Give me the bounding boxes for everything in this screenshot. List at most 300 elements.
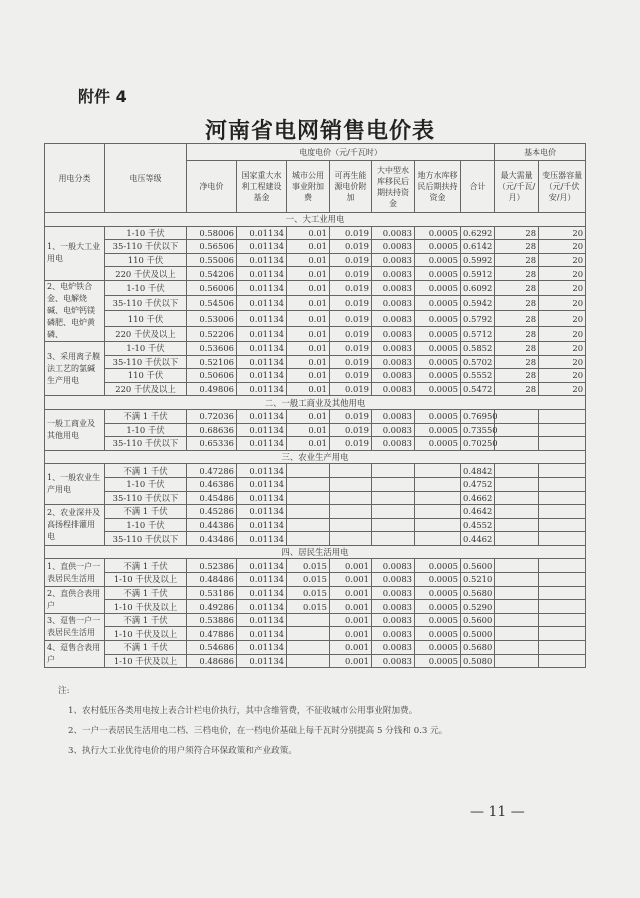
total-cell: 0.5992 — [461, 253, 495, 267]
local-reservoir-cell: 0.0005 — [415, 654, 461, 668]
local-reservoir-cell: 0.0005 — [415, 296, 461, 311]
city-surcharge-cell: 0.01 — [287, 326, 330, 341]
table-row — [45, 505, 586, 519]
table-row — [45, 423, 586, 437]
notes — [58, 684, 447, 764]
large-reservoir-cell: 0.0083 — [372, 341, 415, 355]
large-reservoir-cell: 0.0083 — [372, 296, 415, 311]
renewable-cell: 0.001 — [330, 627, 372, 641]
max-demand-cell — [495, 654, 539, 668]
net-price-cell: 0.56506 — [187, 240, 237, 254]
section-row — [45, 396, 586, 410]
water-fund-cell: 0.01134 — [237, 627, 287, 641]
transformer-cell — [539, 627, 586, 641]
net-price-cell: 0.52206 — [187, 326, 237, 341]
max-demand-cell — [495, 409, 539, 423]
transformer-cell: 20 — [539, 226, 586, 240]
renewable-cell: 0.019 — [330, 382, 372, 396]
net-price-cell: 0.58006 — [187, 226, 237, 240]
water-fund-cell: 0.01134 — [237, 491, 287, 505]
total-cell: 0.5600 — [461, 559, 495, 573]
header-transformer: 变压器容量（元/千伏安/月） — [539, 161, 586, 213]
local-reservoir-cell: 0.0005 — [415, 613, 461, 627]
max-demand-cell — [495, 627, 539, 641]
total-cell: 0.6292 — [461, 226, 495, 240]
table-row — [45, 464, 586, 478]
large-reservoir-cell: 0.0083 — [372, 559, 415, 573]
transformer-cell — [539, 477, 586, 491]
city-surcharge-cell: 0.015 — [287, 586, 330, 600]
city-surcharge-cell — [287, 477, 330, 491]
local-reservoir-cell: 0.0005 — [415, 240, 461, 254]
table-row — [45, 559, 586, 573]
max-demand-cell: 28 — [495, 226, 539, 240]
water-fund-cell: 0.01134 — [237, 423, 287, 437]
total-cell: 0.5712 — [461, 326, 495, 341]
renewable-cell: 0.019 — [330, 226, 372, 240]
table-row — [45, 586, 586, 600]
table-row — [45, 532, 586, 546]
large-reservoir-cell: 0.0083 — [372, 409, 415, 423]
transformer-cell — [539, 573, 586, 587]
water-fund-cell: 0.01134 — [237, 267, 287, 281]
large-reservoir-cell: 0.0083 — [372, 326, 415, 341]
net-price-cell: 0.54206 — [187, 267, 237, 281]
city-surcharge-cell: 0.01 — [287, 355, 330, 369]
total-cell: 0.5080 — [461, 654, 495, 668]
header-basic-price: 基本电价 — [495, 144, 586, 161]
net-price-cell: 0.52386 — [187, 559, 237, 573]
large-reservoir-cell: 0.0083 — [372, 641, 415, 655]
large-reservoir-cell: 0.0083 — [372, 627, 415, 641]
header-water-fund: 国家重大水利工程建设基金 — [237, 161, 287, 213]
water-fund-cell: 0.01134 — [237, 341, 287, 355]
transformer-cell: 20 — [539, 326, 586, 341]
city-surcharge-cell: 0.01 — [287, 437, 330, 451]
large-reservoir-cell: 0.0083 — [372, 355, 415, 369]
voltage-cell: 220 千伏及以上 — [105, 326, 187, 341]
renewable-cell: 0.019 — [330, 409, 372, 423]
large-reservoir-cell: 0.0083 — [372, 437, 415, 451]
voltage-cell: 35-110 千伏以下 — [105, 240, 187, 254]
net-price-cell: 0.47286 — [187, 464, 237, 478]
total-cell: 0.4462 — [461, 532, 495, 546]
large-reservoir-cell — [372, 491, 415, 505]
net-price-cell: 0.54506 — [187, 296, 237, 311]
voltage-cell: 不满 1 千伏 — [105, 409, 187, 423]
max-demand-cell — [495, 600, 539, 614]
table-row — [45, 382, 586, 396]
table-row — [45, 369, 586, 383]
note-2: 2、一户一表居民生活用电二档、三档电价，在一档电价基础上每千瓦时分别提高 5 分钱和 0.3 元。 — [68, 726, 448, 736]
voltage-cell: 220 千伏及以上 — [105, 267, 187, 281]
water-fund-cell: 0.01134 — [237, 280, 287, 295]
water-fund-cell: 0.01134 — [237, 296, 287, 311]
voltage-cell: 35-110 千伏以下 — [105, 532, 187, 546]
table-row — [45, 226, 586, 240]
local-reservoir-cell: 0.0005 — [415, 409, 461, 423]
large-reservoir-cell — [372, 518, 415, 532]
water-fund-cell: 0.01134 — [237, 586, 287, 600]
max-demand-cell: 28 — [495, 253, 539, 267]
max-demand-cell: 28 — [495, 355, 539, 369]
table-row — [45, 240, 586, 254]
local-reservoir-cell: 0.0005 — [415, 326, 461, 341]
total-cell: 0.5792 — [461, 311, 495, 326]
local-reservoir-cell: 0.0005 — [415, 641, 461, 655]
water-fund-cell: 0.01134 — [237, 355, 287, 369]
city-surcharge-cell — [287, 491, 330, 505]
water-fund-cell: 0.01134 — [237, 532, 287, 546]
renewable-cell: 0.019 — [330, 437, 372, 451]
water-fund-cell: 0.01134 — [237, 600, 287, 614]
city-surcharge-cell — [287, 505, 330, 519]
water-fund-cell: 0.01134 — [237, 326, 287, 341]
large-reservoir-cell: 0.0083 — [372, 226, 415, 240]
large-reservoir-cell — [372, 505, 415, 519]
large-reservoir-cell: 0.0083 — [372, 423, 415, 437]
water-fund-cell: 0.01134 — [237, 369, 287, 383]
local-reservoir-cell: 0.0005 — [415, 573, 461, 587]
net-price-cell: 0.68636 — [187, 423, 237, 437]
transformer-cell — [539, 613, 586, 627]
water-fund-cell: 0.01134 — [237, 311, 287, 326]
header-local-reservoir: 地方水库移民后期扶持资金 — [415, 161, 461, 213]
total-cell: 0.5852 — [461, 341, 495, 355]
large-reservoir-cell: 0.0083 — [372, 240, 415, 254]
total-cell: 0.5680 — [461, 641, 495, 655]
water-fund-cell: 0.01134 — [237, 253, 287, 267]
voltage-cell: 不满 1 千伏 — [105, 613, 187, 627]
local-reservoir-cell: 0.0005 — [415, 341, 461, 355]
net-price-cell: 0.65336 — [187, 437, 237, 451]
local-reservoir-cell: 0.0005 — [415, 586, 461, 600]
city-surcharge-cell: 0.015 — [287, 559, 330, 573]
section-title: 二、一般工商业及其他用电 — [45, 396, 586, 410]
voltage-cell: 110 千伏 — [105, 311, 187, 326]
renewable-cell: 0.019 — [330, 267, 372, 281]
table-row — [45, 627, 586, 641]
category-cell: 4、趸售合表用户 — [45, 641, 105, 668]
renewable-cell: 0.019 — [330, 369, 372, 383]
note-3: 3、执行大工业优待电价的用户须符合环保政策和产业政策。 — [68, 746, 297, 756]
water-fund-cell: 0.01134 — [237, 654, 287, 668]
total-cell: 0.5552 — [461, 369, 495, 383]
transformer-cell: 20 — [539, 341, 586, 355]
large-reservoir-cell: 0.0083 — [372, 311, 415, 326]
transformer-cell — [539, 559, 586, 573]
net-price-cell: 0.53886 — [187, 613, 237, 627]
electricity-price-table — [44, 143, 586, 668]
max-demand-cell — [495, 573, 539, 587]
local-reservoir-cell: 0.0005 — [415, 559, 461, 573]
transformer-cell — [539, 491, 586, 505]
transformer-cell — [539, 464, 586, 478]
local-reservoir-cell — [415, 464, 461, 478]
total-cell: 0.5000 — [461, 627, 495, 641]
header-city-surcharge: 城市公用事业附加费 — [287, 161, 330, 213]
city-surcharge-cell: 0.01 — [287, 409, 330, 423]
total-cell: 0.6092 — [461, 280, 495, 295]
total-cell: 0.4552 — [461, 518, 495, 532]
city-surcharge-cell: 0.01 — [287, 369, 330, 383]
renewable-cell: 0.019 — [330, 253, 372, 267]
transformer-cell: 20 — [539, 240, 586, 254]
transformer-cell — [539, 518, 586, 532]
net-price-cell: 0.47886 — [187, 627, 237, 641]
transformer-cell — [539, 654, 586, 668]
voltage-cell: 1-10 千伏及以上 — [105, 627, 187, 641]
local-reservoir-cell — [415, 518, 461, 532]
section-row — [45, 545, 586, 559]
local-reservoir-cell: 0.0005 — [415, 267, 461, 281]
voltage-cell: 220 千伏及以上 — [105, 382, 187, 396]
renewable-cell: 0.019 — [330, 311, 372, 326]
category-cell: 1、一般农业生产用电 — [45, 464, 105, 505]
max-demand-cell — [495, 437, 539, 451]
net-price-cell: 0.55006 — [187, 253, 237, 267]
city-surcharge-cell — [287, 518, 330, 532]
total-cell: 0.4642 — [461, 505, 495, 519]
local-reservoir-cell — [415, 491, 461, 505]
max-demand-cell: 28 — [495, 369, 539, 383]
local-reservoir-cell: 0.0005 — [415, 280, 461, 295]
large-reservoir-cell: 0.0083 — [372, 280, 415, 295]
max-demand-cell — [495, 532, 539, 546]
city-surcharge-cell — [287, 532, 330, 546]
total-cell: 0.73550 — [461, 423, 495, 437]
city-surcharge-cell — [287, 654, 330, 668]
water-fund-cell: 0.01134 — [237, 505, 287, 519]
table-row — [45, 409, 586, 423]
table-row — [45, 311, 586, 326]
header-voltage: 电压等级 — [105, 144, 187, 213]
renewable-cell — [330, 505, 372, 519]
city-surcharge-cell: 0.01 — [287, 267, 330, 281]
table-body — [45, 213, 586, 668]
annex-label: 附件 4 — [78, 87, 127, 106]
renewable-cell: 0.019 — [330, 326, 372, 341]
voltage-cell: 1-10 千伏及以上 — [105, 573, 187, 587]
large-reservoir-cell: 0.0083 — [372, 573, 415, 587]
local-reservoir-cell: 0.0005 — [415, 382, 461, 396]
transformer-cell: 20 — [539, 311, 586, 326]
local-reservoir-cell: 0.0005 — [415, 311, 461, 326]
header-net: 净电价 — [187, 161, 237, 213]
section-title: 一、大工业用电 — [45, 213, 586, 227]
transformer-cell — [539, 586, 586, 600]
net-price-cell: 0.46386 — [187, 477, 237, 491]
renewable-cell: 0.019 — [330, 423, 372, 437]
category-cell: 1、一般大工业用电 — [45, 226, 105, 280]
transformer-cell: 20 — [539, 369, 586, 383]
max-demand-cell: 28 — [495, 311, 539, 326]
voltage-cell: 1-10 千伏 — [105, 477, 187, 491]
transformer-cell: 20 — [539, 382, 586, 396]
water-fund-cell: 0.01134 — [237, 573, 287, 587]
table-row — [45, 326, 586, 341]
renewable-cell — [330, 532, 372, 546]
net-price-cell: 0.44386 — [187, 518, 237, 532]
water-fund-cell: 0.01134 — [237, 464, 287, 478]
renewable-cell: 0.001 — [330, 613, 372, 627]
total-cell: 0.5600 — [461, 613, 495, 627]
voltage-cell: 1-10 千伏及以上 — [105, 654, 187, 668]
large-reservoir-cell: 0.0083 — [372, 382, 415, 396]
max-demand-cell — [495, 641, 539, 655]
transformer-cell — [539, 600, 586, 614]
total-cell: 0.5210 — [461, 573, 495, 587]
total-cell: 0.5472 — [461, 382, 495, 396]
water-fund-cell: 0.01134 — [237, 641, 287, 655]
net-price-cell: 0.45286 — [187, 505, 237, 519]
max-demand-cell: 28 — [495, 240, 539, 254]
total-cell: 0.4662 — [461, 491, 495, 505]
net-price-cell: 0.52106 — [187, 355, 237, 369]
section-row — [45, 450, 586, 464]
city-surcharge-cell: 0.01 — [287, 253, 330, 267]
table-row — [45, 267, 586, 281]
large-reservoir-cell: 0.0083 — [372, 613, 415, 627]
table-row — [45, 253, 586, 267]
category-cell: 3、采用离子膜法工艺的氯碱生产用电 — [45, 341, 105, 395]
table-row — [45, 437, 586, 451]
max-demand-cell — [495, 505, 539, 519]
table-row — [45, 491, 586, 505]
header-max-demand: 最大需量（元/千瓦/月） — [495, 161, 539, 213]
table-row — [45, 280, 586, 295]
renewable-cell — [330, 464, 372, 478]
transformer-cell: 20 — [539, 355, 586, 369]
category-cell: 2、直供合表用户 — [45, 586, 105, 613]
net-price-cell: 0.56006 — [187, 280, 237, 295]
renewable-cell: 0.019 — [330, 355, 372, 369]
header-large-reservoir: 大中型水库移民后期扶持资金 — [372, 161, 415, 213]
voltage-cell: 1-10 千伏 — [105, 518, 187, 532]
voltage-cell: 35-110 千伏以下 — [105, 355, 187, 369]
local-reservoir-cell: 0.0005 — [415, 355, 461, 369]
water-fund-cell: 0.01134 — [237, 518, 287, 532]
net-price-cell: 0.45486 — [187, 491, 237, 505]
local-reservoir-cell — [415, 505, 461, 519]
water-fund-cell: 0.01134 — [237, 477, 287, 491]
total-cell: 0.5680 — [461, 586, 495, 600]
total-cell: 0.5912 — [461, 267, 495, 281]
table-row — [45, 654, 586, 668]
renewable-cell: 0.019 — [330, 341, 372, 355]
section-row — [45, 213, 586, 227]
renewable-cell: 0.001 — [330, 600, 372, 614]
table-row — [45, 573, 586, 587]
table-row — [45, 518, 586, 532]
voltage-cell: 不满 1 千伏 — [105, 641, 187, 655]
max-demand-cell — [495, 559, 539, 573]
header-energy-price: 电度电价（元/千瓦时） — [187, 144, 495, 161]
category-cell: 2、电炉铁合金、电解烧碱、电炉钙镁磷肥、电炉黄磷、 — [45, 280, 105, 341]
water-fund-cell: 0.01134 — [237, 559, 287, 573]
renewable-cell: 0.001 — [330, 573, 372, 587]
table-row — [45, 341, 586, 355]
city-surcharge-cell: 0.01 — [287, 226, 330, 240]
voltage-cell: 1-10 千伏 — [105, 226, 187, 240]
local-reservoir-cell: 0.0005 — [415, 627, 461, 641]
max-demand-cell — [495, 464, 539, 478]
renewable-cell: 0.001 — [330, 559, 372, 573]
transformer-cell — [539, 409, 586, 423]
max-demand-cell: 28 — [495, 382, 539, 396]
net-price-cell: 0.72036 — [187, 409, 237, 423]
local-reservoir-cell — [415, 477, 461, 491]
city-surcharge-cell — [287, 464, 330, 478]
category-cell: 一般工商业及其他用电 — [45, 409, 105, 450]
net-price-cell: 0.53186 — [187, 586, 237, 600]
notes-label: 注: — [58, 686, 70, 696]
city-surcharge-cell — [287, 627, 330, 641]
max-demand-cell: 28 — [495, 296, 539, 311]
city-surcharge-cell: 0.01 — [287, 382, 330, 396]
total-cell: 0.4752 — [461, 477, 495, 491]
renewable-cell: 0.019 — [330, 280, 372, 295]
net-price-cell: 0.53606 — [187, 341, 237, 355]
city-surcharge-cell: 0.015 — [287, 600, 330, 614]
large-reservoir-cell: 0.0083 — [372, 654, 415, 668]
category-cell: 1、直供一户一表居民生活用 — [45, 559, 105, 586]
total-cell: 0.5702 — [461, 355, 495, 369]
transformer-cell: 20 — [539, 253, 586, 267]
max-demand-cell: 28 — [495, 280, 539, 295]
city-surcharge-cell: 0.01 — [287, 311, 330, 326]
max-demand-cell — [495, 491, 539, 505]
document-title: 河南省电网销售电价表 — [204, 118, 435, 144]
table-row — [45, 477, 586, 491]
voltage-cell: 1-10 千伏 — [105, 341, 187, 355]
table-row — [45, 613, 586, 627]
total-cell: 0.5942 — [461, 296, 495, 311]
city-surcharge-cell — [287, 641, 330, 655]
renewable-cell: 0.001 — [330, 586, 372, 600]
voltage-cell: 不满 1 千伏 — [105, 586, 187, 600]
net-price-cell: 0.49806 — [187, 382, 237, 396]
page-number: — 11 — — [470, 804, 525, 820]
voltage-cell: 35-110 千伏以下 — [105, 437, 187, 451]
max-demand-cell: 28 — [495, 326, 539, 341]
city-surcharge-cell: 0.01 — [287, 423, 330, 437]
large-reservoir-cell: 0.0083 — [372, 267, 415, 281]
water-fund-cell: 0.01134 — [237, 240, 287, 254]
total-cell: 0.6142 — [461, 240, 495, 254]
local-reservoir-cell: 0.0005 — [415, 423, 461, 437]
local-reservoir-cell: 0.0005 — [415, 369, 461, 383]
voltage-cell: 不满 1 千伏 — [105, 559, 187, 573]
header-total: 合计 — [461, 161, 495, 213]
local-reservoir-cell: 0.0005 — [415, 437, 461, 451]
transformer-cell — [539, 437, 586, 451]
water-fund-cell: 0.01134 — [237, 613, 287, 627]
renewable-cell: 0.001 — [330, 654, 372, 668]
large-reservoir-cell — [372, 464, 415, 478]
section-title: 三、农业生产用电 — [45, 450, 586, 464]
city-surcharge-cell: 0.01 — [287, 240, 330, 254]
max-demand-cell — [495, 613, 539, 627]
large-reservoir-cell — [372, 532, 415, 546]
transformer-cell — [539, 423, 586, 437]
renewable-cell: 0.019 — [330, 296, 372, 311]
transformer-cell: 20 — [539, 267, 586, 281]
max-demand-cell: 28 — [495, 267, 539, 281]
transformer-cell — [539, 505, 586, 519]
net-price-cell: 0.49286 — [187, 600, 237, 614]
transformer-cell — [539, 641, 586, 655]
